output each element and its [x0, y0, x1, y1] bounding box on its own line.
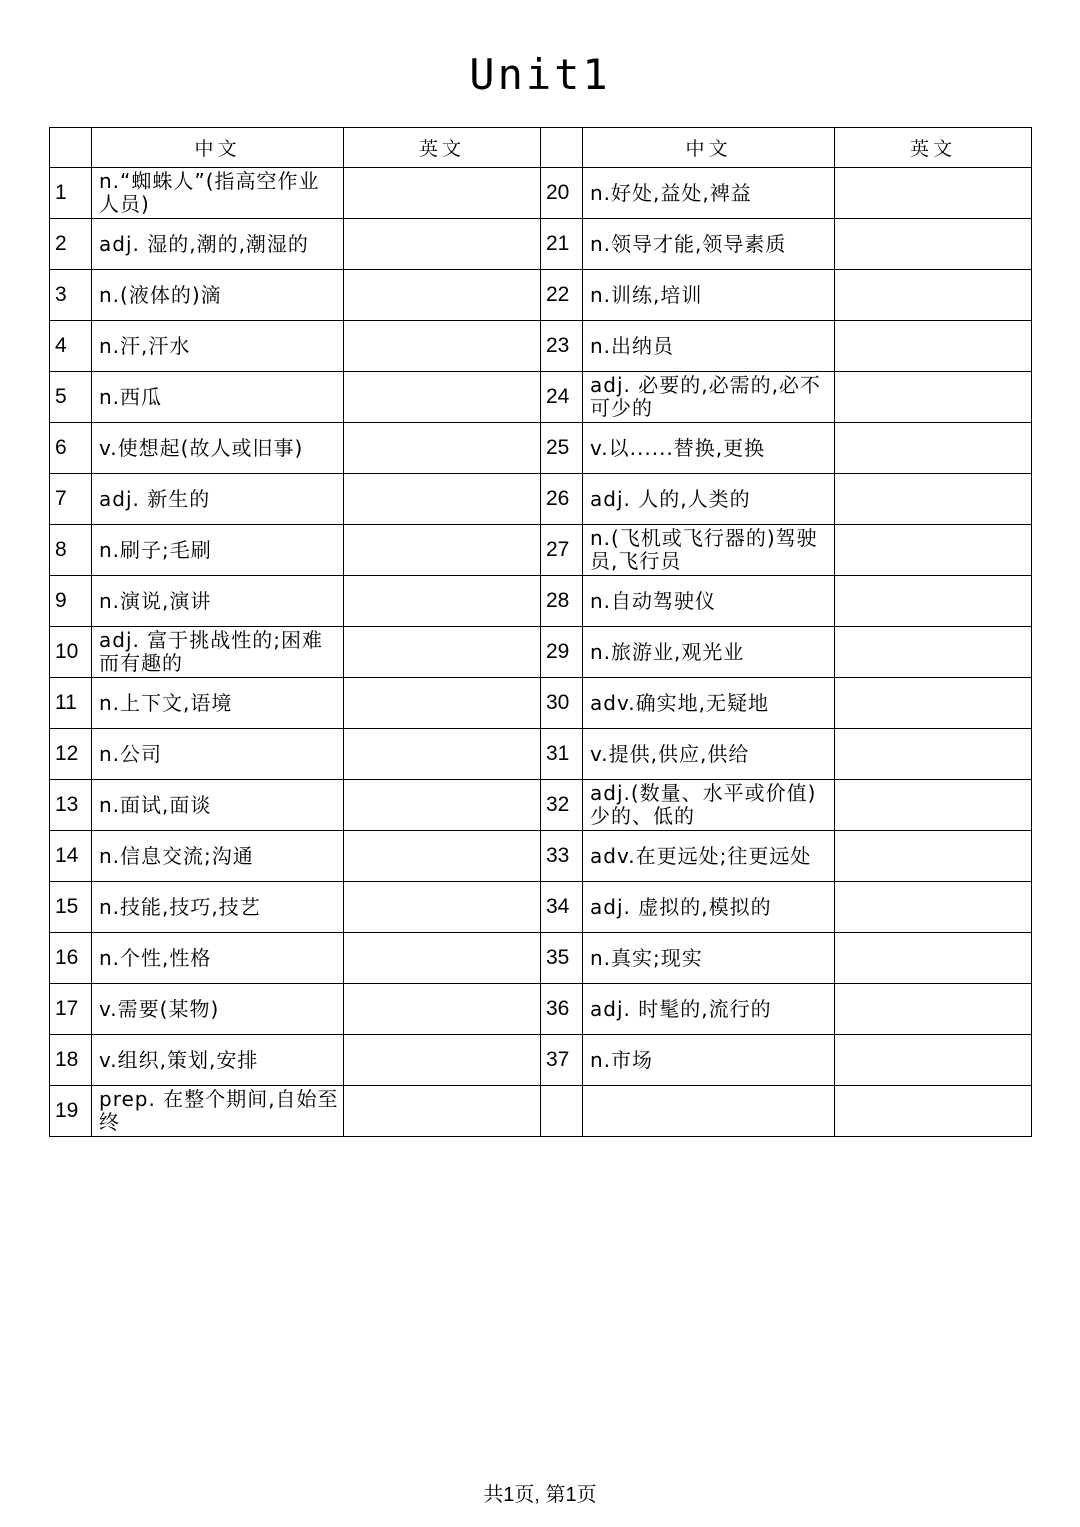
english-answer-cell[interactable]	[835, 831, 1032, 882]
chinese-meaning: adv.确实地,无疑地	[583, 678, 835, 729]
english-answer-cell[interactable]	[835, 780, 1032, 831]
english-answer-cell[interactable]	[835, 372, 1032, 423]
table-row	[50, 627, 1032, 678]
english-answer-cell[interactable]	[344, 678, 541, 729]
english-answer-cell[interactable]	[835, 1086, 1032, 1137]
table-row	[50, 474, 1032, 525]
vocabulary-table	[49, 127, 1032, 1137]
row-number: 27	[541, 525, 583, 576]
english-answer-cell[interactable]	[344, 933, 541, 984]
english-answer-cell[interactable]	[835, 168, 1032, 219]
row-number: 6	[50, 423, 92, 474]
table-row	[50, 678, 1032, 729]
row-number: 35	[541, 933, 583, 984]
english-answer-cell[interactable]	[835, 729, 1032, 780]
chinese-meaning: n.西瓜	[92, 372, 344, 423]
english-answer-cell[interactable]	[344, 1035, 541, 1086]
chinese-meaning: n.技能,技巧,技艺	[92, 882, 344, 933]
chinese-meaning: v.需要(某物)	[92, 984, 344, 1035]
row-number: 24	[541, 372, 583, 423]
chinese-meaning: n.公司	[92, 729, 344, 780]
row-number: 34	[541, 882, 583, 933]
table-row	[50, 984, 1032, 1035]
row-number: 23	[541, 321, 583, 372]
table-row	[50, 576, 1032, 627]
row-number: 30	[541, 678, 583, 729]
chinese-meaning: adj. 富于挑战性的;困难而有趣的	[92, 627, 344, 678]
row-number: 20	[541, 168, 583, 219]
table-row	[50, 780, 1032, 831]
row-number: 13	[50, 780, 92, 831]
english-answer-cell[interactable]	[344, 984, 541, 1035]
row-number: 9	[50, 576, 92, 627]
english-answer-cell[interactable]	[835, 270, 1032, 321]
table-row	[50, 423, 1032, 474]
chinese-meaning: n.“蜘蛛人”(指高空作业人员)	[92, 168, 344, 219]
english-answer-cell[interactable]	[344, 576, 541, 627]
english-answer-cell[interactable]	[835, 576, 1032, 627]
row-number: 33	[541, 831, 583, 882]
english-answer-cell[interactable]	[835, 1035, 1032, 1086]
row-number: 22	[541, 270, 583, 321]
chinese-meaning: n.训练,培训	[583, 270, 835, 321]
chinese-meaning: v.组织,策划,安排	[92, 1035, 344, 1086]
chinese-meaning: adj. 新生的	[92, 474, 344, 525]
table-header-row	[50, 128, 1032, 168]
english-answer-cell[interactable]	[344, 474, 541, 525]
chinese-meaning: n.面试,面谈	[92, 780, 344, 831]
row-number: 10	[50, 627, 92, 678]
english-answer-cell[interactable]	[835, 321, 1032, 372]
row-number: 26	[541, 474, 583, 525]
chinese-meaning: n.领导才能,领导素质	[583, 219, 835, 270]
english-answer-cell[interactable]	[344, 1086, 541, 1137]
table-row	[50, 219, 1032, 270]
chinese-meaning: n.上下文,语境	[92, 678, 344, 729]
table-row	[50, 525, 1032, 576]
english-answer-cell[interactable]	[835, 678, 1032, 729]
english-answer-cell[interactable]	[835, 525, 1032, 576]
row-number	[541, 1086, 583, 1137]
table-row	[50, 270, 1032, 321]
chinese-meaning: v.提供,供应,供给	[583, 729, 835, 780]
table-row	[50, 168, 1032, 219]
chinese-meaning: n.真实;现实	[583, 933, 835, 984]
row-number: 29	[541, 627, 583, 678]
chinese-meaning: n.个性,性格	[92, 933, 344, 984]
row-number: 36	[541, 984, 583, 1035]
table-row	[50, 372, 1032, 423]
english-answer-cell[interactable]	[344, 372, 541, 423]
header-english-left: 英文	[344, 128, 541, 168]
row-number: 17	[50, 984, 92, 1035]
english-answer-cell[interactable]	[835, 627, 1032, 678]
row-number: 37	[541, 1035, 583, 1086]
chinese-meaning: adv.在更远处;往更远处	[583, 831, 835, 882]
chinese-meaning: v.以......替换,更换	[583, 423, 835, 474]
header-english-right: 英文	[835, 128, 1032, 168]
table-row	[50, 729, 1032, 780]
chinese-meaning: adj. 虚拟的,模拟的	[583, 882, 835, 933]
row-number: 21	[541, 219, 583, 270]
english-answer-cell[interactable]	[835, 984, 1032, 1035]
row-number: 3	[50, 270, 92, 321]
chinese-meaning: n.(液体的)滴	[92, 270, 344, 321]
english-answer-cell[interactable]	[344, 423, 541, 474]
row-number: 1	[50, 168, 92, 219]
row-number: 5	[50, 372, 92, 423]
table-row	[50, 933, 1032, 984]
row-number: 7	[50, 474, 92, 525]
english-answer-cell[interactable]	[835, 933, 1032, 984]
row-number: 32	[541, 780, 583, 831]
table-row	[50, 1086, 1032, 1137]
row-number: 8	[50, 525, 92, 576]
english-answer-cell[interactable]	[835, 474, 1032, 525]
chinese-meaning: n.旅游业,观光业	[583, 627, 835, 678]
row-number: 18	[50, 1035, 92, 1086]
row-number: 2	[50, 219, 92, 270]
chinese-meaning: v.使想起(故人或旧事)	[92, 423, 344, 474]
row-number: 28	[541, 576, 583, 627]
table-row	[50, 1035, 1032, 1086]
chinese-meaning: adj. 时髦的,流行的	[583, 984, 835, 1035]
english-answer-cell[interactable]	[344, 882, 541, 933]
chinese-meaning: adj. 人的,人类的	[583, 474, 835, 525]
row-number: 16	[50, 933, 92, 984]
chinese-meaning: n.好处,益处,裨益	[583, 168, 835, 219]
english-answer-cell[interactable]	[344, 525, 541, 576]
english-answer-cell[interactable]	[344, 219, 541, 270]
chinese-meaning: adj. 湿的,潮的,潮湿的	[92, 219, 344, 270]
row-number: 31	[541, 729, 583, 780]
chinese-meaning: adj.(数量、水平或价值)少的、低的	[583, 780, 835, 831]
chinese-meaning: n.演说,演讲	[92, 576, 344, 627]
chinese-meaning: n.市场	[583, 1035, 835, 1086]
table-row	[50, 831, 1032, 882]
row-number: 4	[50, 321, 92, 372]
chinese-meaning: adj. 必要的,必需的,必不可少的	[583, 372, 835, 423]
chinese-meaning: n.自动驾驶仪	[583, 576, 835, 627]
row-number: 19	[50, 1086, 92, 1137]
table-row	[50, 882, 1032, 933]
row-number: 12	[50, 729, 92, 780]
english-answer-cell[interactable]	[344, 168, 541, 219]
english-answer-cell[interactable]	[344, 321, 541, 372]
english-answer-cell[interactable]	[344, 780, 541, 831]
row-number: 15	[50, 882, 92, 933]
chinese-meaning: n.汗,汗水	[92, 321, 344, 372]
english-answer-cell[interactable]	[344, 831, 541, 882]
page-footer: 共1页, 第1页	[483, 1484, 597, 1506]
page-title: Unit1	[469, 50, 611, 99]
chinese-meaning: n.(飞机或飞行器的)驾驶员,飞行员	[583, 525, 835, 576]
chinese-meaning: n.信息交流;沟通	[92, 831, 344, 882]
english-answer-cell[interactable]	[835, 423, 1032, 474]
chinese-meaning	[583, 1086, 835, 1137]
english-answer-cell[interactable]	[344, 729, 541, 780]
row-number: 14	[50, 831, 92, 882]
english-answer-cell[interactable]	[835, 882, 1032, 933]
chinese-meaning: n.出纳员	[583, 321, 835, 372]
english-answer-cell[interactable]	[835, 219, 1032, 270]
header-chinese-left: 中文	[92, 128, 344, 168]
english-answer-cell[interactable]	[344, 270, 541, 321]
header-chinese-right: 中文	[583, 128, 835, 168]
table-row	[50, 321, 1032, 372]
chinese-meaning: prep. 在整个期间,自始至终	[92, 1086, 344, 1137]
header-num-right	[541, 128, 583, 168]
english-answer-cell[interactable]	[344, 627, 541, 678]
row-number: 25	[541, 423, 583, 474]
chinese-meaning: n.刷子;毛刷	[92, 525, 344, 576]
header-num-left	[50, 128, 92, 168]
row-number: 11	[50, 678, 92, 729]
